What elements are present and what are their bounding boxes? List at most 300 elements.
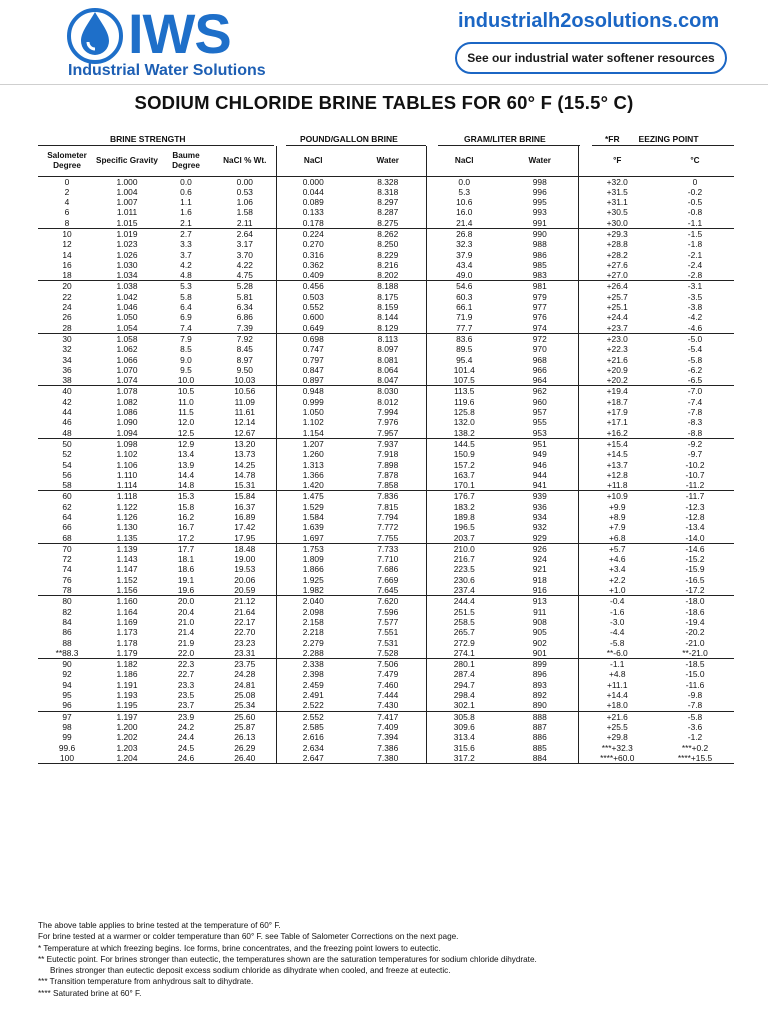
table-cell: 12.9 [177, 438, 195, 449]
table-cell: -6.5 [656, 375, 734, 386]
table-cell: 20.06 [214, 575, 276, 585]
table-cell: 1.06 [214, 197, 276, 207]
table-row [38, 365, 734, 375]
table-cell: 94 [62, 679, 72, 690]
table-cell: 1.179 [96, 648, 158, 659]
group-line-freezing [592, 145, 734, 146]
group-header-row [38, 132, 734, 146]
table-cell: 7.645 [350, 585, 426, 596]
table-cell: **-6.0 [578, 648, 656, 659]
table-cell: 95 [62, 690, 72, 701]
col-nacl-pct: NaCl % Wt. [214, 146, 276, 176]
table-cell: 1.204 [96, 753, 158, 764]
table-cell: 7.528 [350, 648, 426, 659]
table-cell: 17.42 [214, 522, 276, 532]
table-cell: +8.9 [608, 512, 626, 522]
table-cell: 8.97 [214, 355, 276, 365]
table-row [38, 680, 734, 690]
table-cell: 24.28 [214, 669, 276, 679]
table-cell: 60 [62, 491, 72, 502]
table-cell: 972 [502, 333, 578, 344]
table-row [38, 575, 734, 585]
table-cell: -15.2 [685, 554, 705, 565]
table-cell: 1.102 [116, 449, 138, 460]
table-cell: 1.1 [180, 197, 192, 208]
table-cell: **-21.0 [656, 648, 734, 659]
table-cell: 230.6 [453, 574, 475, 585]
table-cell: 150.9 [453, 449, 475, 460]
table-cell: 10.56 [214, 386, 276, 397]
table-cell: 15.3 [177, 491, 195, 502]
table-cell: 1.202 [116, 732, 138, 743]
table-cell: 11.0 [178, 396, 194, 407]
table-row [38, 480, 734, 491]
table-cell: +15.4 [606, 438, 628, 449]
table-cell: 16.0 [456, 207, 473, 218]
group-gram-liter: GRAM/LITER BRINE [464, 134, 546, 144]
table-cell: -18.5 [685, 659, 705, 670]
table-cell: 2.522 [276, 700, 350, 711]
table-cell: 0.133 [302, 207, 324, 218]
table-cell: 8.175 [350, 292, 426, 302]
table-cell: -12.3 [685, 501, 705, 512]
table-cell: 8.129 [350, 323, 426, 334]
table-cell: 71.9 [456, 312, 473, 323]
table-cell: 4 [64, 197, 70, 208]
table-cell: 13.20 [214, 438, 276, 449]
table-cell: 6.34 [214, 302, 276, 312]
table-cell: 1.030 [116, 259, 138, 270]
table-cell: 24 [62, 302, 72, 313]
table-cell: 25.08 [214, 690, 276, 700]
table-cell: 32.3 [456, 239, 473, 250]
table-cell: 1.6 [180, 207, 192, 218]
table-cell: -9.7 [687, 449, 703, 460]
table-cell: 7.898 [350, 460, 426, 470]
table-cell: 908 [502, 617, 578, 627]
table-cell: 962 [502, 386, 578, 397]
table-cell: 22.7 [177, 669, 195, 680]
table-cell: 0.503 [302, 291, 324, 302]
table-cell: 70 [62, 543, 72, 554]
table-cell: -4.2 [687, 312, 703, 323]
table-cell: +20.2 [578, 375, 656, 386]
table-cell: 24.81 [214, 680, 276, 690]
table-cell: 8.144 [350, 312, 426, 322]
footnotes [38, 920, 738, 999]
table-cell: 30 [62, 333, 72, 344]
water-softener-resources-button[interactable]: See our industrial water softener resources [455, 42, 727, 74]
table-cell: 96 [38, 700, 96, 711]
table-cell: 7.878 [350, 470, 426, 480]
table-cell: 951 [502, 438, 578, 449]
table-cell: 56 [62, 469, 72, 480]
table-cell: 926 [502, 543, 578, 554]
table-cell: 60.3 [456, 291, 473, 302]
table-cell: 21.9 [177, 637, 195, 648]
table-cell: 2.459 [302, 679, 324, 690]
table-cell: 934 [502, 512, 578, 522]
table-cell: 1.126 [116, 512, 138, 522]
table-cell: 0.456 [302, 281, 324, 292]
table-cell: 7.918 [350, 449, 426, 459]
table-cell: 66.1 [456, 302, 473, 313]
table-cell: +23.7 [578, 323, 656, 334]
table-cell: 90 [62, 659, 72, 670]
table-cell: 7.417 [350, 711, 426, 722]
table-cell: -1.8 [687, 239, 703, 250]
table-cell: 1.026 [116, 249, 138, 260]
table-cell: 28 [38, 323, 96, 334]
table-cell: 949 [502, 449, 578, 459]
table-row [38, 449, 734, 459]
table-cell: 48 [38, 428, 96, 439]
table-cell: -1.6 [610, 606, 625, 617]
table-cell: 80 [62, 596, 72, 607]
table-cell: 99 [62, 732, 72, 743]
table-cell: 0.797 [302, 354, 324, 365]
table-row [38, 732, 734, 742]
logo-wordmark: IWS [128, 2, 231, 65]
table-cell: 1.050 [116, 312, 138, 323]
table-cell: 11.09 [214, 397, 276, 407]
table-cell: 176.7 [453, 491, 475, 502]
table-cell: 14.4 [177, 469, 195, 480]
table-cell: -5.4 [687, 344, 703, 355]
table-cell: 8.081 [350, 355, 426, 365]
table-cell: 2.616 [302, 732, 324, 743]
table-cell: 1.475 [302, 491, 324, 502]
table-cell: 21.12 [214, 596, 276, 607]
table-body [38, 176, 734, 764]
table-cell: 10.5 [177, 386, 195, 397]
table-cell: 17.7 [177, 543, 195, 554]
table-cell: 15.8 [177, 501, 195, 512]
table-cell: 5.3 [180, 281, 192, 292]
table-cell: 0.409 [276, 270, 350, 281]
table-cell: 26 [62, 312, 72, 323]
table-cell: 1.090 [116, 417, 138, 428]
table-cell: 78 [38, 585, 96, 596]
table-cell: +20.9 [606, 364, 628, 375]
table-cell: -0.4 [610, 596, 625, 607]
table-cell: 3.70 [214, 250, 276, 260]
table-cell: 6.86 [214, 312, 276, 322]
table-cell: 3.17 [214, 239, 276, 249]
table-row [38, 270, 734, 281]
table-cell: 8.287 [350, 207, 426, 217]
table-cell: 2.158 [302, 616, 324, 627]
table-cell: 2.11 [214, 218, 276, 229]
table-cell: 18.48 [214, 543, 276, 554]
table-cell: -2.8 [656, 270, 734, 281]
table-cell: -3.5 [687, 291, 703, 302]
table-cell: 913 [502, 596, 578, 607]
table-cell: 1.313 [302, 459, 324, 470]
table-cell: 0.362 [302, 259, 324, 270]
table-cell: 84 [62, 616, 72, 627]
table-cell: -19.4 [685, 616, 705, 627]
table-cell: -0.5 [687, 197, 703, 208]
table-cell: -18.0 [685, 596, 705, 607]
table-cell: 15.84 [214, 491, 276, 502]
table-cell: 1.000 [116, 176, 138, 187]
table-cell: 1.207 [302, 438, 324, 449]
table-cell: 1.130 [116, 522, 138, 533]
table-cell: 7.994 [350, 407, 426, 417]
table-cell: 1.195 [96, 700, 158, 711]
table-cell: 1.697 [276, 533, 350, 544]
table-cell: 2.398 [302, 669, 324, 680]
table-cell: 892 [502, 690, 578, 700]
table-cell: +28.2 [606, 249, 628, 260]
table-cell: -5.0 [687, 333, 703, 344]
table-cell: 7.686 [350, 564, 426, 574]
table-row [38, 700, 734, 711]
table-cell: 3.3 [180, 239, 192, 250]
table-cell: 62 [62, 501, 72, 512]
table-cell: 893 [502, 680, 578, 690]
table-row [38, 344, 734, 354]
table-cell: 16.89 [214, 512, 276, 522]
table-cell: 7.39 [214, 323, 276, 334]
col-specific-gravity: Specific Gravity [96, 146, 158, 176]
table-row [38, 491, 734, 502]
table-cell: 0.600 [302, 312, 324, 323]
table-cell: 12.5 [158, 428, 214, 439]
table-cell: 280.1 [453, 659, 475, 670]
table-cell: 24.2 [177, 721, 195, 732]
table-cell: 1.007 [116, 197, 138, 208]
table-row [38, 543, 734, 554]
table-row [38, 522, 734, 532]
table-cell: +30.0 [578, 218, 656, 229]
table-cell: 40 [62, 386, 72, 397]
table-cell: 916 [502, 585, 578, 596]
table-cell: +5.7 [608, 543, 626, 554]
table-cell: 7.937 [350, 438, 426, 449]
table-cell: 23.3 [177, 679, 195, 690]
table-cell: 68 [38, 533, 96, 544]
table-cell: 19.53 [214, 564, 276, 574]
table-cell: 0.698 [302, 333, 324, 344]
table-cell: 14.25 [214, 460, 276, 470]
table-cell: -2.4 [687, 259, 703, 270]
table-cell: 2.552 [302, 711, 324, 722]
table-cell: +14.5 [606, 449, 628, 460]
table-cell: 1.066 [116, 354, 138, 365]
table-cell: 998 [502, 176, 578, 187]
table-cell: 0.649 [276, 323, 350, 334]
table-cell: 1.147 [116, 564, 138, 575]
col-lb-nacl: NaCl [276, 146, 350, 176]
table-row [38, 512, 734, 522]
table-cell: 8.45 [214, 344, 276, 354]
group-line-brine [38, 145, 274, 146]
table-row [38, 207, 734, 217]
table-row [38, 533, 734, 544]
table-cell: -9.8 [687, 690, 703, 701]
table-cell: 1.260 [302, 449, 324, 460]
iws-logo[interactable] [66, 2, 296, 82]
table-cell: +31.5 [606, 186, 628, 197]
table-cell: -1.1 [656, 218, 734, 229]
table-cell: 0.000 [302, 176, 324, 187]
table-cell: 901 [502, 648, 578, 659]
table-cell: 89.5 [456, 344, 473, 355]
table-cell: 244.4 [453, 596, 475, 607]
table-row [38, 375, 734, 386]
brine-table [38, 146, 734, 764]
table-cell: 14 [62, 249, 72, 260]
table-cell: 986 [502, 250, 578, 260]
table-cell: 983 [502, 270, 578, 281]
table-cell: 1.114 [96, 480, 158, 491]
table-cell: 2.218 [302, 627, 324, 638]
table-cell: 86 [62, 627, 72, 638]
table-cell: +11.1 [606, 679, 628, 690]
table-cell: +6.8 [578, 533, 656, 544]
table-cell: 4.22 [214, 260, 276, 270]
page-header [0, 0, 768, 86]
table-row [38, 428, 734, 439]
table-cell: 7.551 [350, 627, 426, 637]
table-row [38, 281, 734, 292]
table-cell: 939 [502, 491, 578, 502]
table-cell: 0.552 [302, 302, 324, 313]
table-cell: 7.506 [350, 659, 426, 670]
table-cell: 8.188 [350, 281, 426, 292]
table-cell: 0.00 [214, 176, 276, 187]
table-cell: 1.086 [116, 407, 138, 418]
table-row [38, 176, 734, 187]
table-cell: 1.050 [302, 407, 324, 418]
table-cell: -7.0 [687, 386, 703, 397]
table-cell: 0.044 [302, 186, 324, 197]
table-cell: 157.2 [453, 459, 475, 470]
table-cell: 5.28 [214, 281, 276, 292]
table-cell: 43.4 [456, 259, 473, 270]
table-cell: 1.070 [116, 364, 138, 375]
table-cell: +31.1 [606, 197, 628, 208]
table-cell: 921 [502, 564, 578, 574]
table-cell: 54 [62, 459, 72, 470]
table-cell: 6 [64, 207, 70, 218]
col-g-nacl: NaCl [426, 146, 502, 176]
table-cell: 974 [502, 323, 578, 334]
note-line: ** Eutectic point. For brines stronger than eutectic, the temperatures shown are the saturation temperatures for sodium chloride dihydrate. [38, 954, 537, 964]
table-cell: -4.4 [610, 627, 625, 638]
table-cell: 258.5 [453, 616, 475, 627]
table-cell: 7.836 [350, 491, 426, 502]
table-cell: 960 [502, 397, 578, 407]
table-cell: 19.6 [158, 585, 214, 596]
table-row [38, 228, 734, 239]
table-cell: +2.2 [608, 574, 626, 585]
table-cell: 302.1 [426, 700, 502, 711]
col-lb-water: Water [350, 146, 426, 176]
table-cell: 66 [62, 522, 72, 533]
col-salometer: Salometer Degree [38, 146, 96, 176]
table-cell: 1.182 [116, 659, 138, 670]
table-cell: +29.8 [606, 732, 628, 743]
table-cell: 7.92 [214, 333, 276, 344]
table-cell: 58 [38, 480, 96, 491]
table-cell: 274.1 [426, 648, 502, 659]
table-cell: 8.047 [350, 375, 426, 386]
table-cell: 1.106 [116, 459, 138, 470]
table-cell: 16.37 [214, 502, 276, 512]
table-cell: 77.7 [426, 323, 502, 334]
table-cell: 24.6 [158, 753, 214, 764]
table-cell: 64 [62, 512, 72, 522]
table-cell: 170.1 [426, 480, 502, 491]
table-cell: 7.409 [350, 722, 426, 732]
table-cell: 26.29 [214, 743, 276, 753]
table-cell: 313.4 [453, 732, 475, 743]
table-cell: 25.60 [214, 711, 276, 722]
table-cell: 1.074 [96, 375, 158, 386]
table-cell: 7.710 [350, 554, 426, 564]
table-cell: 979 [502, 292, 578, 302]
table-cell: 991 [502, 218, 578, 229]
table-cell: 144.5 [453, 438, 475, 449]
table-cell: 1.584 [302, 512, 324, 522]
table-cell: 42 [62, 396, 72, 407]
table-cell: 976 [502, 312, 578, 322]
table-cell: 8.030 [350, 386, 426, 397]
table-cell: -3.8 [687, 302, 703, 313]
table-cell: 1.118 [116, 491, 138, 502]
table-cell: 7.755 [350, 533, 426, 544]
table-cell: 13.73 [214, 449, 276, 459]
table-cell: -9.2 [687, 438, 703, 449]
table-cell: +14.4 [606, 690, 628, 701]
table-cell: 24.5 [177, 742, 195, 753]
table-cell: 25.34 [214, 700, 276, 711]
table-cell: 13.4 [177, 449, 195, 460]
table-row [38, 596, 734, 607]
table-cell: +26.4 [606, 281, 628, 292]
table-cell: 2.634 [302, 742, 324, 753]
table-cell: 1.753 [302, 543, 324, 554]
site-link[interactable]: industrialh2osolutions.com [458, 10, 720, 32]
table-cell: 0.178 [276, 218, 350, 229]
logo-subtitle: Industrial Water Solutions [68, 62, 266, 79]
table-cell: 14.8 [158, 480, 214, 491]
table-cell: -8.8 [656, 428, 734, 439]
table-cell: -0.8 [687, 207, 703, 218]
table-cell: +4.8 [608, 669, 626, 680]
table-cell: 12.14 [214, 417, 276, 427]
table-cell: 8.216 [350, 260, 426, 270]
table-cell: +27.6 [606, 259, 628, 270]
table-cell: 163.7 [453, 469, 475, 480]
table-cell: 97 [62, 711, 72, 722]
table-cell: 1.102 [302, 417, 324, 428]
table-cell: 0 [64, 176, 70, 187]
table-cell: 1.366 [302, 469, 324, 480]
table-row [38, 585, 734, 596]
table-cell: +12.8 [606, 469, 628, 480]
table-cell: 95.4 [456, 354, 473, 365]
table-cell: 25.87 [214, 722, 276, 732]
table-cell: 23.9 [177, 711, 195, 722]
table-cell: 944 [502, 470, 578, 480]
table-row [38, 292, 734, 302]
table-cell: 9.0 [180, 354, 192, 365]
table-cell: 2 [64, 186, 70, 197]
